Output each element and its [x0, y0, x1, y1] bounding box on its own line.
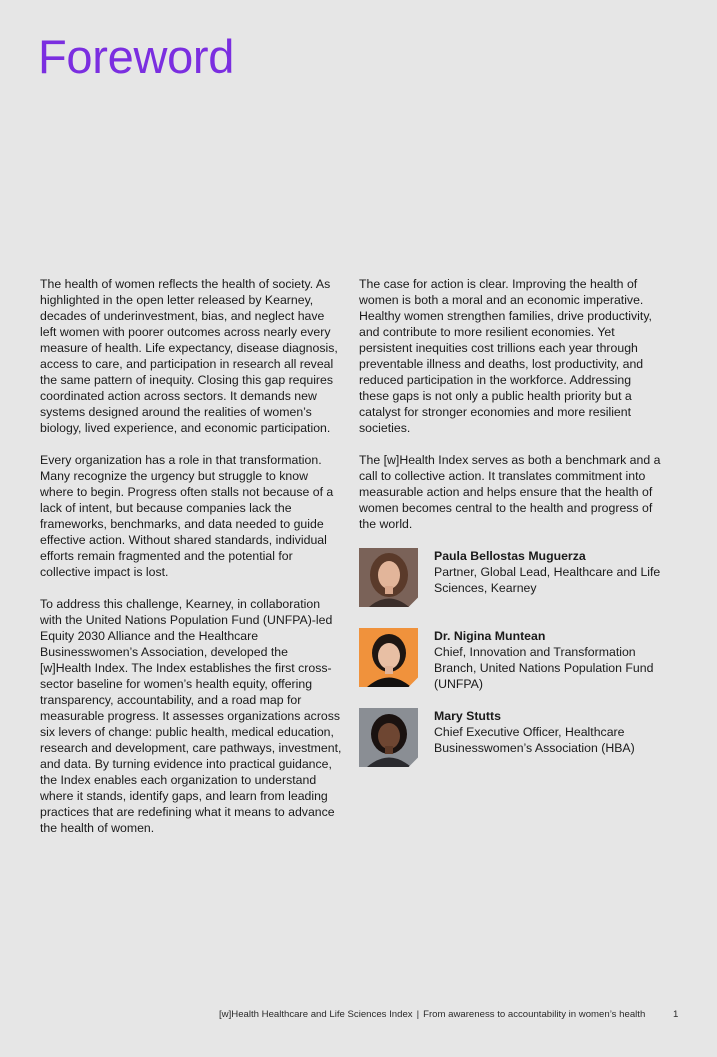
paragraph: The case for action is clear. Improving the health of women is both a moral and an economic imperative. Healthy women strengthen families, drive productivity, and contribute to more resilient economies. Yet persistent inequities cost trillions each year through preventable illness and deaths, lost productivity, and reduced participation in the workforce. Addressing these gaps is not only a public health priority but a catalyst for stronger economies and more resilient societies.	[359, 277, 652, 435]
page-footer	[219, 1008, 679, 1021]
signer-role: Partner, Global Lead, Healthcare and Life Sciences, Kearney	[434, 565, 661, 595]
signer-nigina	[359, 628, 664, 691]
person-portrait-icon	[359, 708, 418, 767]
paragraph: The [w]Health Index serves as both a benchmark and a call to collective action. It translates commitment into measurable action and helps ensure that the health of women becomes central to the health and progress of the world.	[359, 453, 661, 531]
signer-role: Chief Executive Officer, Healthcare Businesswomen’s Association (HBA)	[434, 725, 635, 755]
signer-mary	[359, 708, 664, 768]
signer-paula	[359, 548, 664, 608]
paragraph: To address this challenge, Kearney, in collaboration with the United Nations Population Fund (UNFPA)-led Equity 2030 Alliance and the Healthcare Businesswomen’s Association, developed the [w]Health Index. The Index establishes the first cross-sector baseline for women’s health equity, offering transparency, accountability, and a road map for measurable progress. It assesses organizations across six levers of change: public health, medical education, research and development, care pathways, investment, and data. By turning evidence into practical guidance, the Index enables each organization to understand where it stands, identify gaps, and learn from leading practices that are redefining what it means to advance the health of women.	[40, 597, 342, 835]
portrait-photo	[359, 708, 418, 767]
portrait-photo	[359, 628, 418, 687]
page-title: Foreword	[38, 30, 235, 83]
signer-role: Chief, Innovation and Transformation Branch, United Nations Population Fund (UNFPA)	[434, 645, 654, 691]
signer-name: Paula Bellostas Muguerza	[434, 549, 586, 563]
signer-info	[434, 628, 664, 692]
portrait-photo	[359, 548, 418, 607]
footer-report-name: [w]Health Healthcare and Life Sciences Index	[219, 1009, 413, 1020]
person-portrait-icon	[359, 628, 418, 687]
right-column	[359, 276, 664, 788]
signer-info	[434, 708, 664, 756]
paragraph: Every organization has a role in that transformation. Many recognize the urgency but struggle to know where to begin. Progress often stalls not because of a lack of intent, but because companies lack the frameworks, benchmarks, and data needed to guide effective action. Without shared standards, individual efforts remain fragmented and the potential for collective impact is lost.	[40, 453, 334, 579]
footer-separator: |	[416, 1009, 420, 1020]
left-column	[40, 276, 342, 852]
signer-info	[434, 548, 664, 596]
signer-name: Dr. Nigina Muntean	[434, 629, 546, 643]
signer-name: Mary Stutts	[434, 709, 501, 723]
footer-subtitle: From awareness to accountability in women’s health	[423, 1009, 646, 1020]
page-number: 1	[673, 1009, 679, 1020]
signers-list	[359, 548, 664, 768]
person-portrait-icon	[359, 548, 418, 607]
paragraph: The health of women reflects the health of society. As highlighted in the open letter released by Kearney, decades of underinvestment, bias, and neglect have left women with poorer outcomes across nearly every measure of health. Life expectancy, disease diagnosis, access to care, and participation in research all reveal the same pattern of inequity. Closing this gap requires coordinated action across sectors. It demands new systems designed around the realities of women’s biology, lived experience, and economic participation.	[40, 277, 338, 435]
